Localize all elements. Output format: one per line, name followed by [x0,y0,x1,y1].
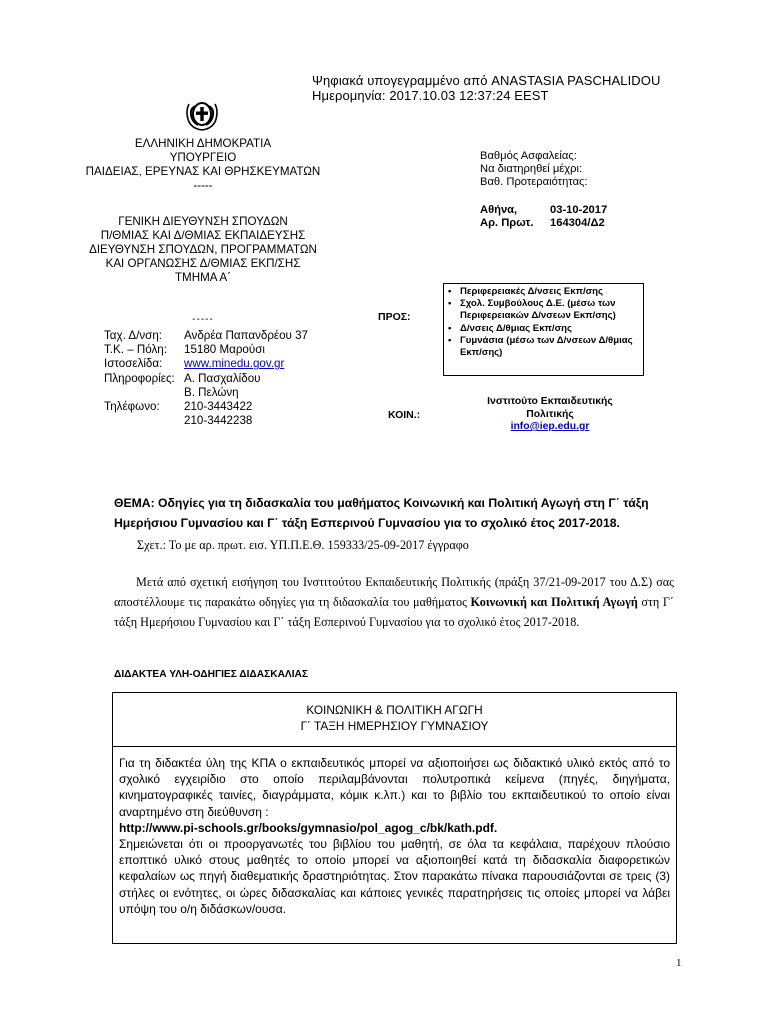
intro-text-1: Μετά από σχετική εισήγηση του Ινστιτούτου Εκπαιδευτικής Πολιτικής (πράξη 37/21-09-2017 του Δ.Σ) σας αποστέλλουμε τις παρακάτω οδηγίες για τη διδασκαλία του μαθήματος [114,575,674,609]
table-body [113,747,676,917]
department-header [70,215,336,285]
table-header [113,693,676,747]
place-label: Αθήνα, [480,204,518,216]
table-paragraph-1: Για τη διδακτέα ύλη της ΚΠΑ ο εκπαιδευτικός μπορεί να αξιοποιήσει ως διδακτικό υλικό εκτός από το σχολικό εγχειρίδιο στο οποίο περιλαμβάνονται πολυτροπικά κείμενα (πηγές, διηγήματα, κινηματογραφικές ταινίες, διαγράμματα, κόμικ κ.λπ.) και το βιβλίο του εκπαιδευτικού το οποίο είναι αναρτημένο στη διεύθυνση : [119,756,670,819]
info-value-1: Α. Πασχαλίδου [184,371,261,385]
intro-text-2: στη Γ΄ τάξη Ημερήσιου Γυμνασίου και Γ΄ τάξη Εσπερινού Γυμνασίου για το σχολικό έτος 2017-2018. [114,595,674,629]
related-reference: Σχετ.: Το με αρ. πρωτ. εισ. ΥΠ.Π.Ε.Θ. 159333/25-09-2017 έγγραφο [137,538,469,552]
header-line: ----- [193,179,213,192]
security-line: Να διατηρηθεί μέχρι: [480,163,583,175]
info-label: Πληροφορίες: [104,371,175,385]
dept-line: ΔΙΕΥΘΥΝΣΗ ΣΠΟΥΔΩΝ, ΠΡΟΓΡΑΜΜΑΤΩΝ [89,243,317,256]
table-title-2: Γ΄ ΤΑΞΗ ΗΜΕΡΗΣΙΟΥ ΓΥΜΝΑΣΙΟΥ [300,719,489,733]
ministry-header [70,137,336,193]
syllabus-table [112,692,677,944]
signature-line-2: Ημερομηνία: 2017.10.03 12:37:24 EEST [312,88,549,103]
header-line: ΕΛΛΗΝΙΚΗ ΔΗΜΟΚΡΑΤΙΑ [134,137,272,150]
contact-block [104,329,308,428]
ref-label: Αρ. Πρωτ. [480,217,534,229]
subject: ΘΕΜΑ: Οδηγίες για τη διδασκαλία του μαθήματος Κοινωνική και Πολιτική Αγωγή στη Γ΄ τάξη Ημερήσιου Γυμνασίου και Γ΄ τάξη Εσπερινού Γυμνασίου για το σχολικό έτος 2017-2018. [114,496,649,530]
info-value-2: Β. Πελώνη [184,385,239,399]
recipient-item: • Γυμνάσια (μέσω των Δ/νσεων Δ/θμιας Εκπ/σης) [448,335,639,359]
phone-value-1: 210-3443422 [184,400,253,414]
intro-course-name: Κοινωνική και Πολιτική Αγωγή [470,595,638,609]
cc-label: ΚΟΙΝ.: [388,409,421,421]
document-date: 03-10-2017 [550,204,608,216]
address-label: Ταχ. Δ/νση: [104,329,162,342]
dept-line: ΚΑΙ ΟΡΓΑΝΩΣΗΣ Δ/ΘΜΙΑΣ ΕΚΠ/ΣΗΣ [105,257,301,270]
table-paragraph-2: Σημειώνεται ότι οι προοργανωτές του βιβλίου του μαθητή, σε όλα τα κεφάλαια, παρέχουν πλούσιο εποπτικό υλικό στους μαθητές το οποίο μπορεί να αξιοποιηθεί κατά τη διδασκαλία διαφορετικών κεφαλαίων ως πηγή διαθεματικής δραστηριότητας. Στον παρακάτω πίνακα παρουσιάζονται σε τρεις (3) στήλες οι ενότητες, οι ώρες διδασκαλίας και κάποιες γενικές παρατηρήσεις τις οποίες μπορεί να λάβει υπόψη του ο/η διδάσκων/ουσα. [119,837,670,916]
recipients-box [443,283,644,376]
section-title: ΔΙΔΑΚΤΕΑ ΥΛΗ-ΟΔΗΓΙΕΣ ΔΙΔΑΣΚΑΛΙΑΣ [114,669,309,680]
website-link[interactable]: www.minedu.gov.gr [184,357,285,371]
separator: ----- [192,314,214,325]
security-block [480,150,588,189]
address-value: Ανδρέα Παπανδρέου 37 [184,329,308,342]
postal-value: 15180 Μαρούσι [184,343,265,357]
cc-organization: Ινστιτούτο Εκπαιδευτικής Πολιτικής [487,396,613,420]
recipient-item: • Σχολ. Συμβούλους Δ.Ε. (μέσω των Περιφερειακών Δ/νσεων Εκπ/σης) [448,298,639,322]
security-line: Βαθμός Ασφαλείας: [480,150,577,162]
dept-line: ΤΜΗΜΑ Α΄ [174,271,232,284]
recipients-label: ΠΡΟΣ: [378,311,411,323]
cc-email-link[interactable]: info@iep.edu.gr [510,421,590,432]
web-label: Ιστοσελίδα: [104,357,163,371]
recipient-item: • Δ/νσεις Δ/θμιας Εκπ/σης [448,323,639,335]
intro-paragraph [114,572,674,632]
digital-signature [312,73,661,103]
postal-label: Τ.Κ. – Πόλη: [104,343,167,357]
cc-block [470,396,630,434]
phone-label: Τηλέφωνο: [104,400,160,414]
table-title-1: ΚΟΙΝΩΝΙΚΗ & ΠΟΛΙΤΙΚΗ ΑΓΩΓΗ [306,703,483,717]
dept-line: Π/ΘΜΙΑΣ ΚΑΙ Δ/ΘΜΙΑΣ ΕΚΠΑΙΔΕΥΣΗΣ [100,229,306,242]
recipient-item: • Περιφερειακές Δ/νσεις Εκπ/σης [448,286,639,298]
phone-value-2: 210-3442238 [184,414,253,428]
header-line: ΥΠΟΥΡΓΕΙΟ [169,151,237,164]
dept-line: ΓΕΝΙΚΗ ΔΙΕΥΘΥΝΣΗ ΣΠΟΥΔΩΝ [118,215,288,228]
security-line: Βαθ. Προτεραιότητας: [480,176,588,188]
date-ref-block [480,204,607,230]
signature-line-1: Ψηφιακά υπογεγραμμένο από ANASTASIA PASCHALIDOU [312,73,661,88]
page-number: 1 [676,957,682,969]
book-url[interactable]: http://www.pi-schools.gr/books/gymnasio/pol_agog_c/bk/kath.pdf. [119,820,498,835]
greek-coat-of-arms-icon [183,96,221,132]
header-line: ΠΑΙΔΕΙΑΣ, ΕΡΕΥΝΑΣ ΚΑΙ ΘΡΗΣΚΕΥΜΑΤΩΝ [85,165,321,178]
ref-number: 164304/Δ2 [550,217,605,229]
